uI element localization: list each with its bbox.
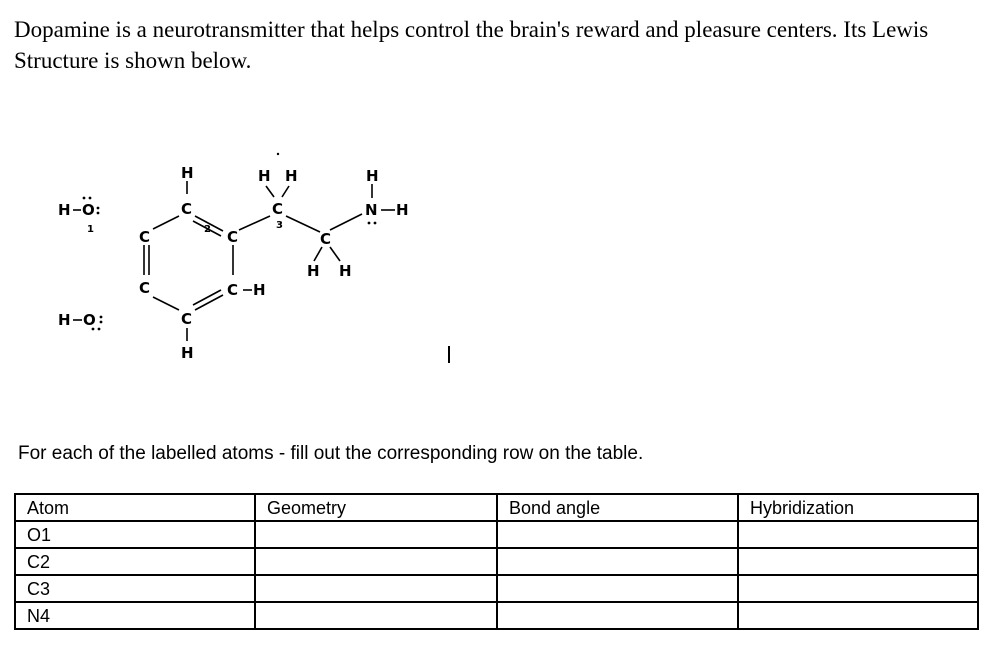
- bond-chain-h-right: [330, 247, 340, 261]
- table-row: [15, 548, 978, 575]
- h-atom-top-left: H: [58, 201, 71, 219]
- o1-lone-pair-dot: [83, 197, 86, 200]
- bond-c3-h-left: [266, 186, 274, 197]
- o1-lone-pair-dot: [97, 212, 100, 215]
- h-atom-c3-right: H: [285, 167, 298, 185]
- n4-lone-pair-dot: [374, 222, 377, 225]
- bond-c3-chain: [286, 216, 320, 232]
- instruction-text: For each of the labelled atoms - fill out the corresponding row on the table.: [18, 443, 644, 464]
- lewis-structure: [40, 148, 440, 368]
- o-bottom-lone-pair-dot: [98, 328, 101, 331]
- o1-lone-pair-dot: [89, 197, 92, 200]
- text-cursor: [448, 346, 450, 363]
- h-atom-chain-left: H: [307, 262, 320, 280]
- hybridization-cell[interactable]: [738, 602, 978, 629]
- geometry-cell[interactable]: [255, 602, 497, 629]
- bond-angle-cell[interactable]: [497, 602, 738, 629]
- o-bottom-lone-pair-dot: [100, 316, 103, 319]
- bond-c3-h-right: [282, 186, 289, 197]
- atom-cell: C2: [15, 548, 255, 575]
- c3-atom: C: [272, 200, 284, 218]
- o-bottom-lone-pair-dot: [100, 321, 103, 324]
- c-atom-ring-bottom: C: [181, 310, 193, 328]
- n4-lone-pair-dot: [368, 222, 371, 225]
- table-header-row: [15, 494, 978, 521]
- table-row: [15, 521, 978, 548]
- bond-angle-cell[interactable]: [497, 548, 738, 575]
- h-atom-c3-left: H: [258, 167, 271, 185]
- c-atom-ring-bottom-left: C: [139, 279, 151, 297]
- c-atom-ring-left: C: [139, 228, 151, 246]
- bond-chain-h-left: [314, 247, 322, 261]
- o1-atom: O: [82, 201, 95, 219]
- bond-c3-ring: [239, 216, 270, 230]
- intro-text: Dopamine is a neurotransmitter that helps control the brain's reward and pleasure centers. Its Lewis Structure is shown below.: [14, 17, 929, 73]
- o1-lone-pair-dot: [97, 207, 100, 210]
- hybridization-cell[interactable]: [738, 575, 978, 602]
- header-geometry: Geometry: [255, 494, 497, 521]
- c3-number-label: 3: [276, 220, 283, 231]
- h-atom-bottom-o: H: [58, 311, 71, 329]
- h-atom-n-right: H: [396, 201, 409, 219]
- header-hybridization: Hybridization: [738, 494, 978, 521]
- n4-atom: N: [365, 201, 378, 219]
- h-atom-ring-right: H: [253, 281, 266, 299]
- c3-dot: [277, 153, 279, 155]
- table-row: [15, 602, 978, 629]
- bond-ring-top-left: [153, 216, 179, 229]
- c-atom-ring-top: C: [181, 200, 193, 218]
- h-atom-ring-bottom: H: [181, 344, 194, 362]
- bond-angle-cell[interactable]: [497, 575, 738, 602]
- c-atom-ring-right: C: [227, 228, 239, 246]
- geometry-cell[interactable]: [255, 575, 497, 602]
- header-atom: Atom: [15, 494, 255, 521]
- c-atom-ring-bottom-right: C: [227, 281, 239, 299]
- bond-ring-bottom-left: [153, 297, 179, 310]
- hybridization-cell[interactable]: [738, 548, 978, 575]
- o1-number-label: 1: [87, 224, 94, 235]
- bond-chain-n: [330, 214, 362, 230]
- answer-table: [14, 493, 979, 630]
- atom-cell: O1: [15, 521, 255, 548]
- c2-number-label: 2: [204, 224, 211, 235]
- atom-cell: N4: [15, 602, 255, 629]
- c-atom-chain: C: [320, 230, 332, 248]
- h-atom-n-top: H: [366, 167, 379, 185]
- h-atom-chain-right: H: [339, 262, 352, 280]
- atom-cell: C3: [15, 575, 255, 602]
- geometry-cell[interactable]: [255, 548, 497, 575]
- h-atom-ring-top: H: [181, 164, 194, 182]
- o-atom-bottom: O: [83, 311, 96, 329]
- header-bond-angle: Bond angle: [497, 494, 738, 521]
- hybridization-cell[interactable]: [738, 521, 978, 548]
- table-row: [15, 575, 978, 602]
- bond-angle-cell[interactable]: [497, 521, 738, 548]
- geometry-cell[interactable]: [255, 521, 497, 548]
